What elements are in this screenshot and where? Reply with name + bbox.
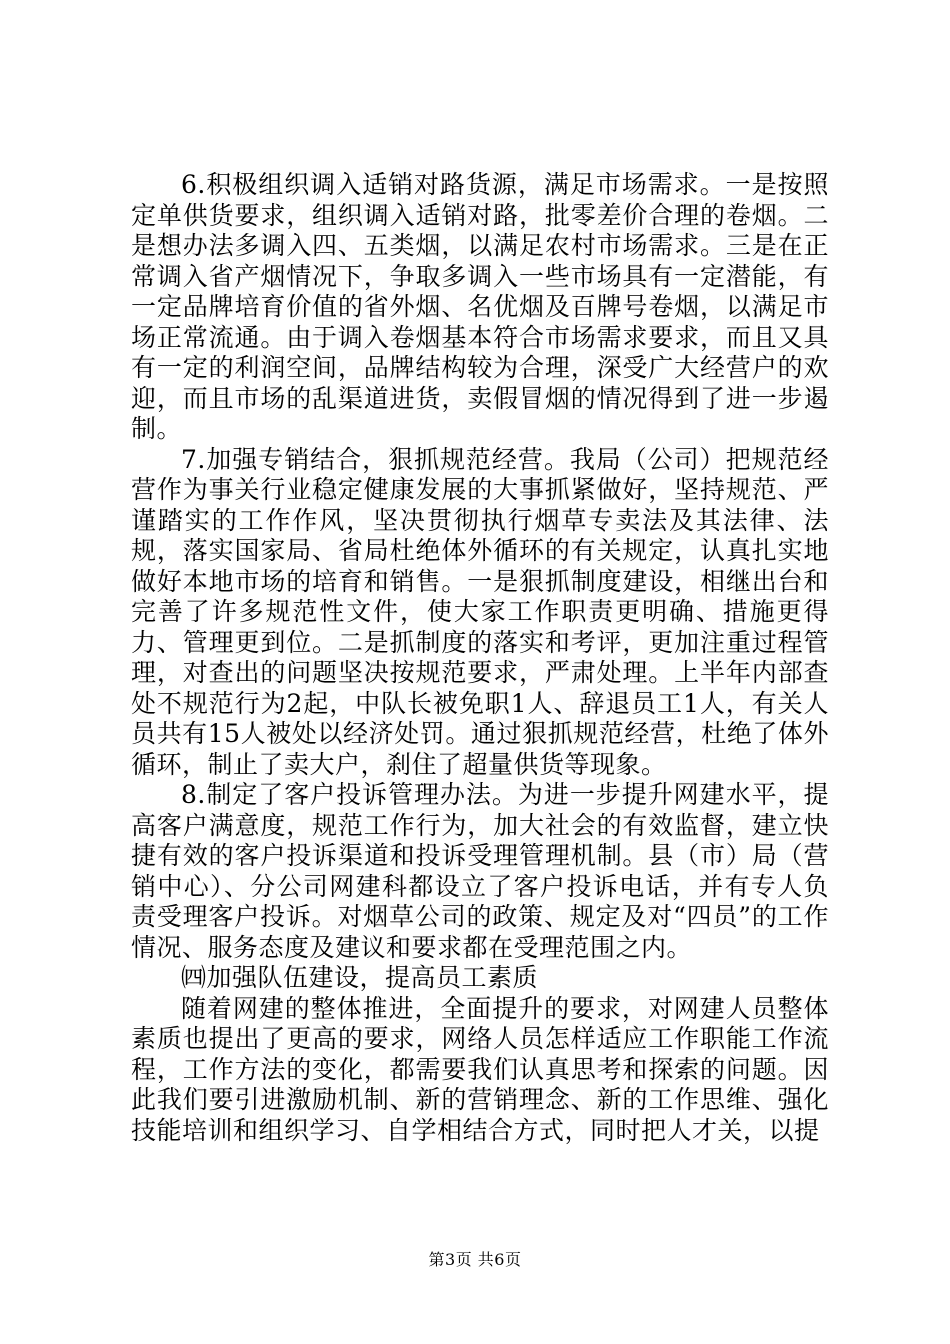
paragraph-body: 随着网建的整体推进，全面提升的要求，对网建人员整体素质也提出了更高的要求，网络人员怎样适应工作职能工作流程，工作方法的变化，都需要我们认真思考和探索的问题。因此我们要引进激励机制、新的营销理念、新的工作思维、强化技能培训和组织学习、自学相结合方式，同时把人才关，以提 (131, 993, 829, 1145)
paragraph-item-8: 8.制定了客户投诉管理办法。为进一步提升网建水平，提高客户满意度，规范工作行为，加大社会的有效监督，建立快捷有效的客户投诉渠道和投诉受理管理机制。县（市）局（营销中心）、分公司网建科都设立了客户投诉电话，并有专人负责受理客户投诉。对烟草公司的政策、规定及对“四员”的工作情况、服务态度及建议和要求都在受理范围之内。 (131, 780, 829, 962)
paragraph-item-7: 7.加强专销结合，狠抓规范经营。我局（公司）把规范经营作为事关行业稳定健康发展的大事抓紧做好，坚持规范、严谨踏实的工作作风，坚决贯彻执行烟草专卖法及其法律、法规，落实国家局、省局杜绝体外循环的有关规定，认真扎实地做好本地市场的培育和销售。一是狠抓制度建设，相继出台和完善了许多规范性文件，使大家工作职责更明确、措施更得力、管理更到位。二是抓制度的落实和考评，更加注重过程管理，对查出的问题坚决按规范要求，严肃处理。上半年内部查处不规范行为2起，中队长被免职1人、辞退员工1人，有关人员共有15人被处以经济处罚。通过狠抓规范经营，杜绝了体外循环，制止了卖大户，刹住了超量供货等现象。 (131, 444, 829, 779)
paragraph-item-6: 6.积极组织调入适销对路货源，满足市场需求。一是按照定单供货要求，组织调入适销对路，批零差价合理的卷烟。二是想办法多调入四、五类烟，以满足农村市场需求。三是在正常调入省产烟情况下，争取多调入一些市场具有一定潜能，有一定品牌培育价值的省外烟、名优烟及百牌号卷烟，以满足市场正常流通。由于调入卷烟基本符合市场需求要求，而且又具有一定的利润空间，品牌结构较为合理，深受广大经营户的欢迎，而且市场的乱渠道进货，卖假冒烟的情况得到了进一步遏制。 (131, 170, 829, 443)
section-heading: ㈣加强队伍建设，提高员工素质 (181, 963, 539, 992)
page-number-footer: 第3页 共6页 (428, 1250, 522, 1269)
document-body (131, 170, 829, 1146)
